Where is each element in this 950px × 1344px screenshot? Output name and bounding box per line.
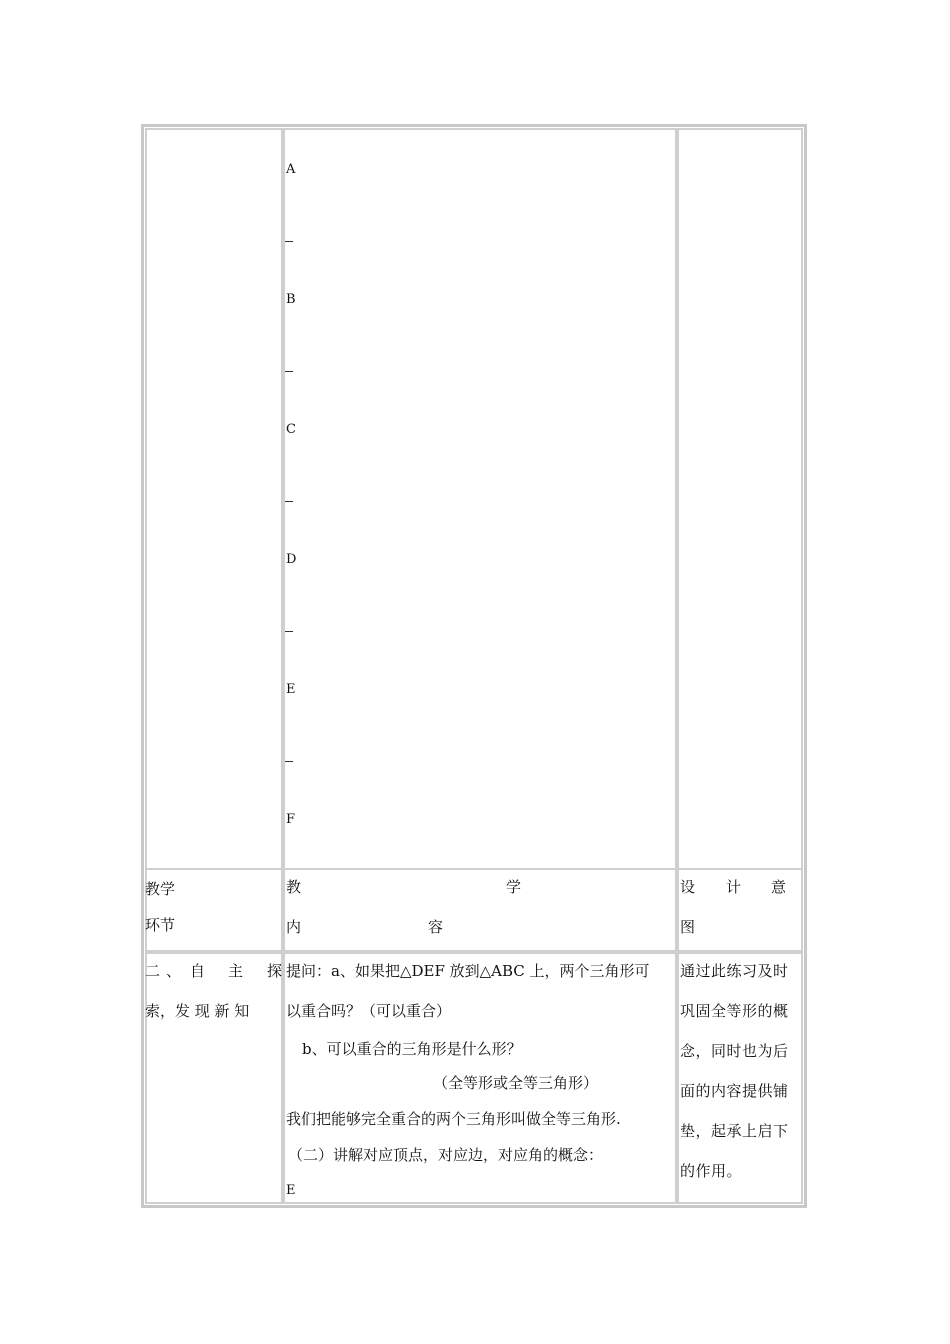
header-stage-line2: 环节 <box>145 916 176 934</box>
stage-part-3: 自 <box>190 962 206 980</box>
dash-5 <box>285 761 293 762</box>
header-content-char2: 学 <box>506 878 522 896</box>
content-line-6: （二）讲解对应顶点，对应边，对应角的概念： <box>288 1146 604 1164</box>
header-intent-char4: 图 <box>680 918 696 936</box>
header-intent-char2: 计 <box>726 878 742 896</box>
label-e: E <box>286 682 296 697</box>
content-line-1: 提问：a、如果把△DEF 放到△ABC 上，两个三角形可 <box>286 962 650 980</box>
intent-line-1: 通过此练习及时 <box>680 962 789 980</box>
stage-part-1: 二 <box>145 962 161 980</box>
stage-part-5: 探 <box>267 962 283 980</box>
content-line-2: 以重合吗？（可以重合） <box>286 1002 452 1020</box>
intent-line-3: 念，同时也为后 <box>680 1042 789 1060</box>
intent-line-4: 面的内容提供铺 <box>680 1082 789 1100</box>
content-line-3: b、可以重合的三角形是什么形？ <box>302 1040 522 1058</box>
content-line-7: E <box>286 1183 296 1198</box>
label-f: F <box>286 812 296 827</box>
header-content-char1: 教 <box>286 878 302 896</box>
stage-line-2: 索，发 现 新 知 <box>145 1002 250 1020</box>
content-line-4: （全等形或全等三角形） <box>433 1074 599 1092</box>
dash-3 <box>285 501 293 502</box>
header-intent-char1: 设 <box>680 878 696 896</box>
intent-line-2: 巩固全等形的概 <box>680 1002 789 1020</box>
intent-line-6: 的作用。 <box>680 1162 743 1180</box>
top-middle-cell <box>283 128 677 870</box>
stage-part-4: 主 <box>228 962 244 980</box>
label-a: A <box>286 162 296 177</box>
row-stage-cell <box>145 952 283 1204</box>
header-content-char3: 内 <box>286 918 302 936</box>
stage-part-2: 、 <box>166 962 182 980</box>
label-d: D <box>286 552 297 567</box>
header-intent-char3: 意 <box>771 878 787 896</box>
dash-4 <box>285 631 293 632</box>
intent-line-5: 垫，起承上启下 <box>680 1122 789 1140</box>
top-left-cell <box>145 128 283 870</box>
dash-1 <box>285 241 293 242</box>
label-c: C <box>286 422 296 437</box>
content-line-5: 我们把能够完全重合的两个三角形叫做全等三角形. <box>286 1110 621 1128</box>
label-b: B <box>286 292 296 307</box>
top-right-cell <box>677 128 803 870</box>
dash-2 <box>285 371 293 372</box>
header-content-char4: 容 <box>428 918 444 936</box>
header-stage-line1: 教学 <box>145 880 176 898</box>
header-content-cell <box>283 868 677 952</box>
